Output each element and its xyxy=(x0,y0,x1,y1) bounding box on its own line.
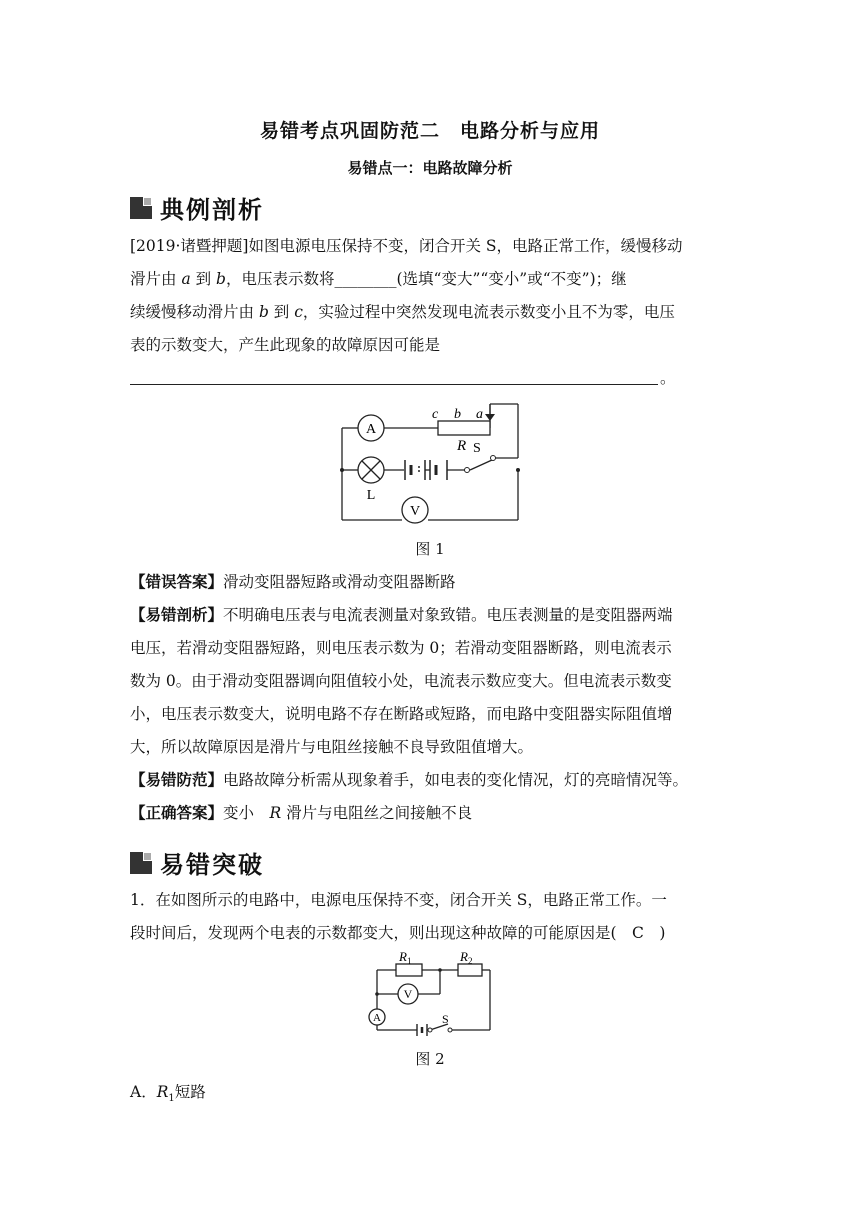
example-question xyxy=(130,230,730,395)
example-line-3 xyxy=(130,296,730,329)
resistor-r xyxy=(438,421,490,435)
period: 。 xyxy=(660,369,676,387)
prevention-text: 电路故障分析需从现象着手，如电表的变化情况，灯的亮暗情况等。 xyxy=(223,771,689,789)
correct-answer-text: 滑片与电阻丝之间接触不良 xyxy=(281,804,473,822)
label-c: c xyxy=(432,407,439,422)
var-c: c xyxy=(294,303,303,321)
example-line-2 xyxy=(130,263,730,296)
voltmeter-label: V xyxy=(403,987,413,1001)
section-square-icon xyxy=(130,197,152,219)
voltmeter-label: V xyxy=(409,504,421,519)
figure-2-caption: 图 2 xyxy=(415,1050,445,1068)
example-line-1 xyxy=(130,230,730,263)
question-line-1: 1．在如图所示的电路中，电源电压保持不变，闭合开关 S，电路正常工作。一 xyxy=(130,891,667,909)
question-1 xyxy=(130,884,730,950)
resistor-label: R xyxy=(457,438,467,454)
section-header-example xyxy=(130,190,264,225)
label-b: b xyxy=(454,407,461,422)
correct-answer-label: 【正确答案】 xyxy=(130,804,224,822)
prevention-label: 【易错防范】 xyxy=(130,771,224,789)
ammeter-label: A xyxy=(365,422,377,437)
analysis-line-4: 小，电压表示数变大，说明电路不存在断路或短路，而电路中变阻器实际阻值增 xyxy=(130,705,673,723)
analysis-text: 不明确电压表与电流表测量对象致错。电压表测量的是变阻器两端 xyxy=(223,606,673,624)
switch-icon xyxy=(465,468,470,473)
option-a-prefix: A． xyxy=(130,1083,157,1101)
section-square-icon xyxy=(130,852,152,874)
var-b: b xyxy=(258,303,269,321)
correct-answer xyxy=(130,797,730,830)
analysis-block xyxy=(130,566,730,830)
example-source: [2019·诸暨押题] xyxy=(130,237,249,255)
ammeter-label: A xyxy=(373,1012,381,1024)
lamp-label: L xyxy=(366,488,376,503)
page-subtitle: 易错点一：电路故障分析 xyxy=(347,159,513,177)
analysis-line-3: 数为 0。由于滑动变阻器调向阻值较小处，电流表示数应变大。但电流表示数变 xyxy=(130,672,672,690)
section-header-practice xyxy=(130,845,264,880)
subscript: 1 xyxy=(168,1093,175,1105)
circuit-diagram-2 xyxy=(360,950,500,1038)
option-a xyxy=(130,1080,206,1104)
example-text: ，电压表示数将________(选填“变大”“变小”或“不变”)；继 xyxy=(225,270,627,288)
example-text: 如图电源电压保持不变，闭合开关 S，电路正常工作，缓慢移动 xyxy=(248,237,683,255)
option-a-text: 短路 xyxy=(174,1083,206,1101)
example-text: 滑片由 xyxy=(130,270,182,288)
var-r1: R xyxy=(156,1083,169,1101)
section-label: 易错突破 xyxy=(160,851,264,879)
wrong-answer-label: 【错误答案】 xyxy=(130,573,224,591)
question-line-2: 段时间后，发现两个电表的示数都变大，则出现这种故障的可能原因是( C ) xyxy=(130,924,666,942)
figure-1-caption: 图 1 xyxy=(415,540,445,558)
page-title: 易错考点巩固防范二 电路分析与应用 xyxy=(259,120,600,142)
wrong-answer-text: 滑动变阻器短路或滑动变阻器断路 xyxy=(223,573,456,591)
switch-icon xyxy=(428,1028,432,1032)
var-r: R xyxy=(269,804,282,822)
wrong-answer xyxy=(130,566,730,599)
r1-label: $R_1$ xyxy=(399,950,412,966)
answer-blank xyxy=(130,384,658,385)
label-a: a xyxy=(476,407,483,422)
analysis-line-5: 大，所以故障原因是滑片与电阻丝接触不良导致阻值增大。 xyxy=(130,738,534,756)
switch-label: S xyxy=(442,1012,449,1026)
example-text: 表的示数变大，产生此现象的故障原因可能是 xyxy=(130,336,441,354)
example-text: 到 xyxy=(268,303,295,321)
answer-blank-line xyxy=(130,362,730,395)
example-text: ，实验过程中突然发现电流表示数变小且不为零，电压 xyxy=(302,303,675,321)
example-text: 到 xyxy=(190,270,217,288)
prevention xyxy=(130,764,730,797)
section-label: 典例剖析 xyxy=(160,196,264,224)
analysis-label: 【易错剖析】 xyxy=(130,606,224,624)
correct-answer-text: 变小 xyxy=(223,804,270,822)
example-line-4 xyxy=(130,329,730,362)
analysis-line-1 xyxy=(130,599,730,632)
battery-icon xyxy=(417,1024,427,1036)
var-a: a xyxy=(181,270,191,288)
r2-label: $R_2$ xyxy=(460,950,473,966)
example-text: 续缓慢移动滑片由 xyxy=(130,303,259,321)
var-b: b xyxy=(216,270,226,288)
slider-arrow-icon xyxy=(485,404,518,421)
analysis-line-2: 电压，若滑动变阻器短路，则电压表示数为 0；若滑动变阻器断路，则电流表示 xyxy=(130,639,672,657)
circuit-diagram-1 xyxy=(330,400,530,530)
switch-label: S xyxy=(473,441,481,456)
